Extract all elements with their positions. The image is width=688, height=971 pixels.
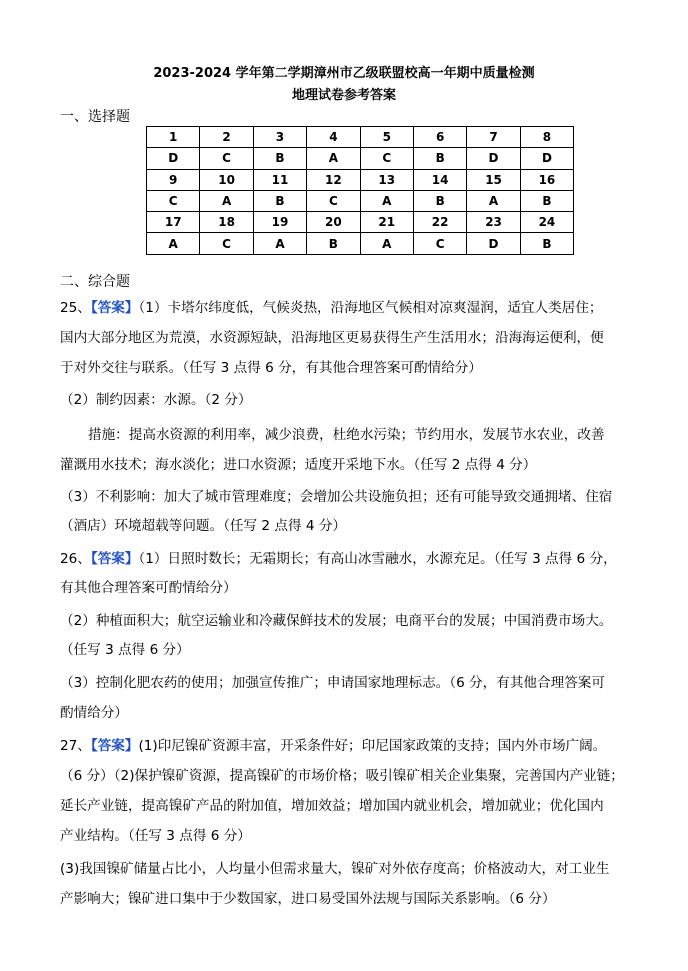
question-number-cell: 18 [200, 212, 253, 233]
q26-line-5: （3）控制化肥农药的使用；加强宣传推广；申请国家地理标志。（6 分，有其他合理答案可 [60, 675, 605, 691]
q26-number: 26、 [60, 551, 91, 567]
q25-line-6: 灌溉用水技术；海水淡化；进口水资源；适度开采地下水。（任写 2 点得 4 分） [60, 457, 537, 473]
answer-cell: C [307, 190, 360, 211]
q27-number: 27、 [60, 738, 91, 754]
question-number-cell: 6 [413, 127, 466, 148]
question-number-cell: 16 [520, 169, 573, 190]
answer-cell: A [360, 190, 413, 211]
question-number-cell: 10 [200, 169, 253, 190]
q27-line-3: 延长产业链，提高镍矿产品的附加值，增加效益；增加国内就业机会，增加就业；优化国内 [60, 798, 604, 814]
q26-answer-label: 【答案】 [90, 551, 139, 567]
answer-cell: C [200, 233, 253, 254]
question-number-cell: 7 [467, 127, 520, 148]
q26-line-3: （2）种植面积大；航空运输业和冷藏保鲜技术的发展；电商平台的发展；中国消费市场大。 [60, 613, 613, 629]
question-number-row [147, 169, 574, 190]
answer-cell: D [520, 148, 573, 169]
question-number-cell: 8 [520, 127, 573, 148]
question-number-cell: 2 [200, 127, 253, 148]
question-number-row [147, 127, 574, 148]
q27-line-4: 产业结构。（任写 3 点得 6 分） [60, 828, 251, 844]
q25-number: 25、 [60, 300, 91, 316]
q26-line-1: 26、【答案】（1）日照时数长；无霜期长；有高山冰雪融水，水源充足。（任写 3 点得 6 分， [60, 551, 617, 567]
question-number-cell: 20 [307, 212, 360, 233]
answer-cell: A [307, 148, 360, 169]
question-number-cell: 21 [360, 212, 413, 233]
answer-cell: B [520, 233, 573, 254]
q26-line-2: 有其他合理答案可酌情给分） [60, 580, 237, 596]
question-number-cell: 13 [360, 169, 413, 190]
q26-line-4: （任写 3 点得 6 分） [60, 642, 190, 658]
answer-cell: A [253, 233, 306, 254]
answer-cell: A [360, 233, 413, 254]
q27-line-5: (3)我国镍矿储量占比小，人均量小但需求量大，镍矿对外依存度高；价格波动大，对工业生 [60, 861, 610, 877]
q25-line-2: 国内大部分地区为荒漠，水资源短缺，沿海地区更易获得生产生活用水；沿海海运便利，便 [60, 330, 604, 346]
question-number-cell: 23 [467, 212, 520, 233]
answer-cell: D [467, 148, 520, 169]
answer-cell: D [147, 148, 200, 169]
q27-answer-label: 【答案】 [90, 738, 139, 754]
question-number-cell: 5 [360, 127, 413, 148]
answer-cell: B [307, 233, 360, 254]
section-choice-heading: 一、选择题 [60, 109, 130, 125]
question-number-cell: 12 [307, 169, 360, 190]
q25-line-5: 措施：提高水资源的利用率，减少浪费，杜绝水污染；节约用水，发展节水农业，改善 [88, 427, 605, 443]
answer-cell: B [413, 190, 466, 211]
question-number-cell: 15 [467, 169, 520, 190]
q25-line-7: （3）不利影响：加大了城市管理难度；会增加公共设施负担；还有可能导致交通拥堵、住宿 [60, 489, 613, 505]
answer-cell: D [467, 233, 520, 254]
answer-cell: A [147, 233, 200, 254]
answer-cell: C [413, 233, 466, 254]
question-number-cell: 17 [147, 212, 200, 233]
q27-line-1: 27、【答案】(1)印尼镍矿资源丰富，开采条件好；印尼国家政策的支持；国内外市场广阔。 [60, 738, 607, 754]
answer-cell: B [413, 148, 466, 169]
exam-title: 2023-2024 学年第二学期漳州市乙级联盟校高一年期中质量检测 [153, 66, 535, 81]
answer-cell: B [253, 190, 306, 211]
q27-line-6: 产影响大；镍矿进口集中于少数国家，进口易受国外法规与国际关系影响。（6 分） [60, 891, 556, 907]
q25-line-4: （2）制约因素：水源。（2 分） [60, 392, 252, 408]
answer-cell: A [467, 190, 520, 211]
question-number-row [147, 212, 574, 233]
answer-row [147, 233, 574, 254]
question-number-cell: 9 [147, 169, 200, 190]
q25-line-8: （酒店）环境超载等问题。（任写 2 点得 4 分） [60, 518, 347, 534]
section-comprehensive-heading: 二、综合题 [60, 274, 130, 290]
answer-table [146, 126, 574, 255]
answer-row [147, 190, 574, 211]
question-number-cell: 14 [413, 169, 466, 190]
answer-cell: C [147, 190, 200, 211]
question-number-cell: 19 [253, 212, 306, 233]
answer-cell: B [520, 190, 573, 211]
answer-row [147, 148, 574, 169]
q25-line-1: 25、【答案】（1）卡塔尔纬度低，气候炎热，沿海地区气候相对凉爽湿润，适宜人类居住； [60, 300, 603, 316]
q26-line-6: 酌情给分） [60, 705, 128, 721]
answer-cell: C [360, 148, 413, 169]
q25-line-3: 于对外交往与联系。（任写 3 点得 6 分，有其他合理答案可酌情给分） [60, 360, 482, 376]
question-number-cell: 22 [413, 212, 466, 233]
question-number-cell: 3 [253, 127, 306, 148]
question-number-cell: 4 [307, 127, 360, 148]
question-number-cell: 11 [253, 169, 306, 190]
q27-line-2: （6 分）（2)保护镍矿资源，提高镍矿的市场价格；吸引镍矿相关企业集聚，完善国内产业链； [60, 768, 624, 784]
answer-cell: A [200, 190, 253, 211]
answer-cell: B [253, 148, 306, 169]
question-number-cell: 24 [520, 212, 573, 233]
exam-subtitle: 地理试卷参考答案 [291, 88, 396, 103]
question-number-cell: 1 [147, 127, 200, 148]
q25-answer-label: 【答案】 [90, 300, 139, 316]
answer-cell: C [200, 148, 253, 169]
